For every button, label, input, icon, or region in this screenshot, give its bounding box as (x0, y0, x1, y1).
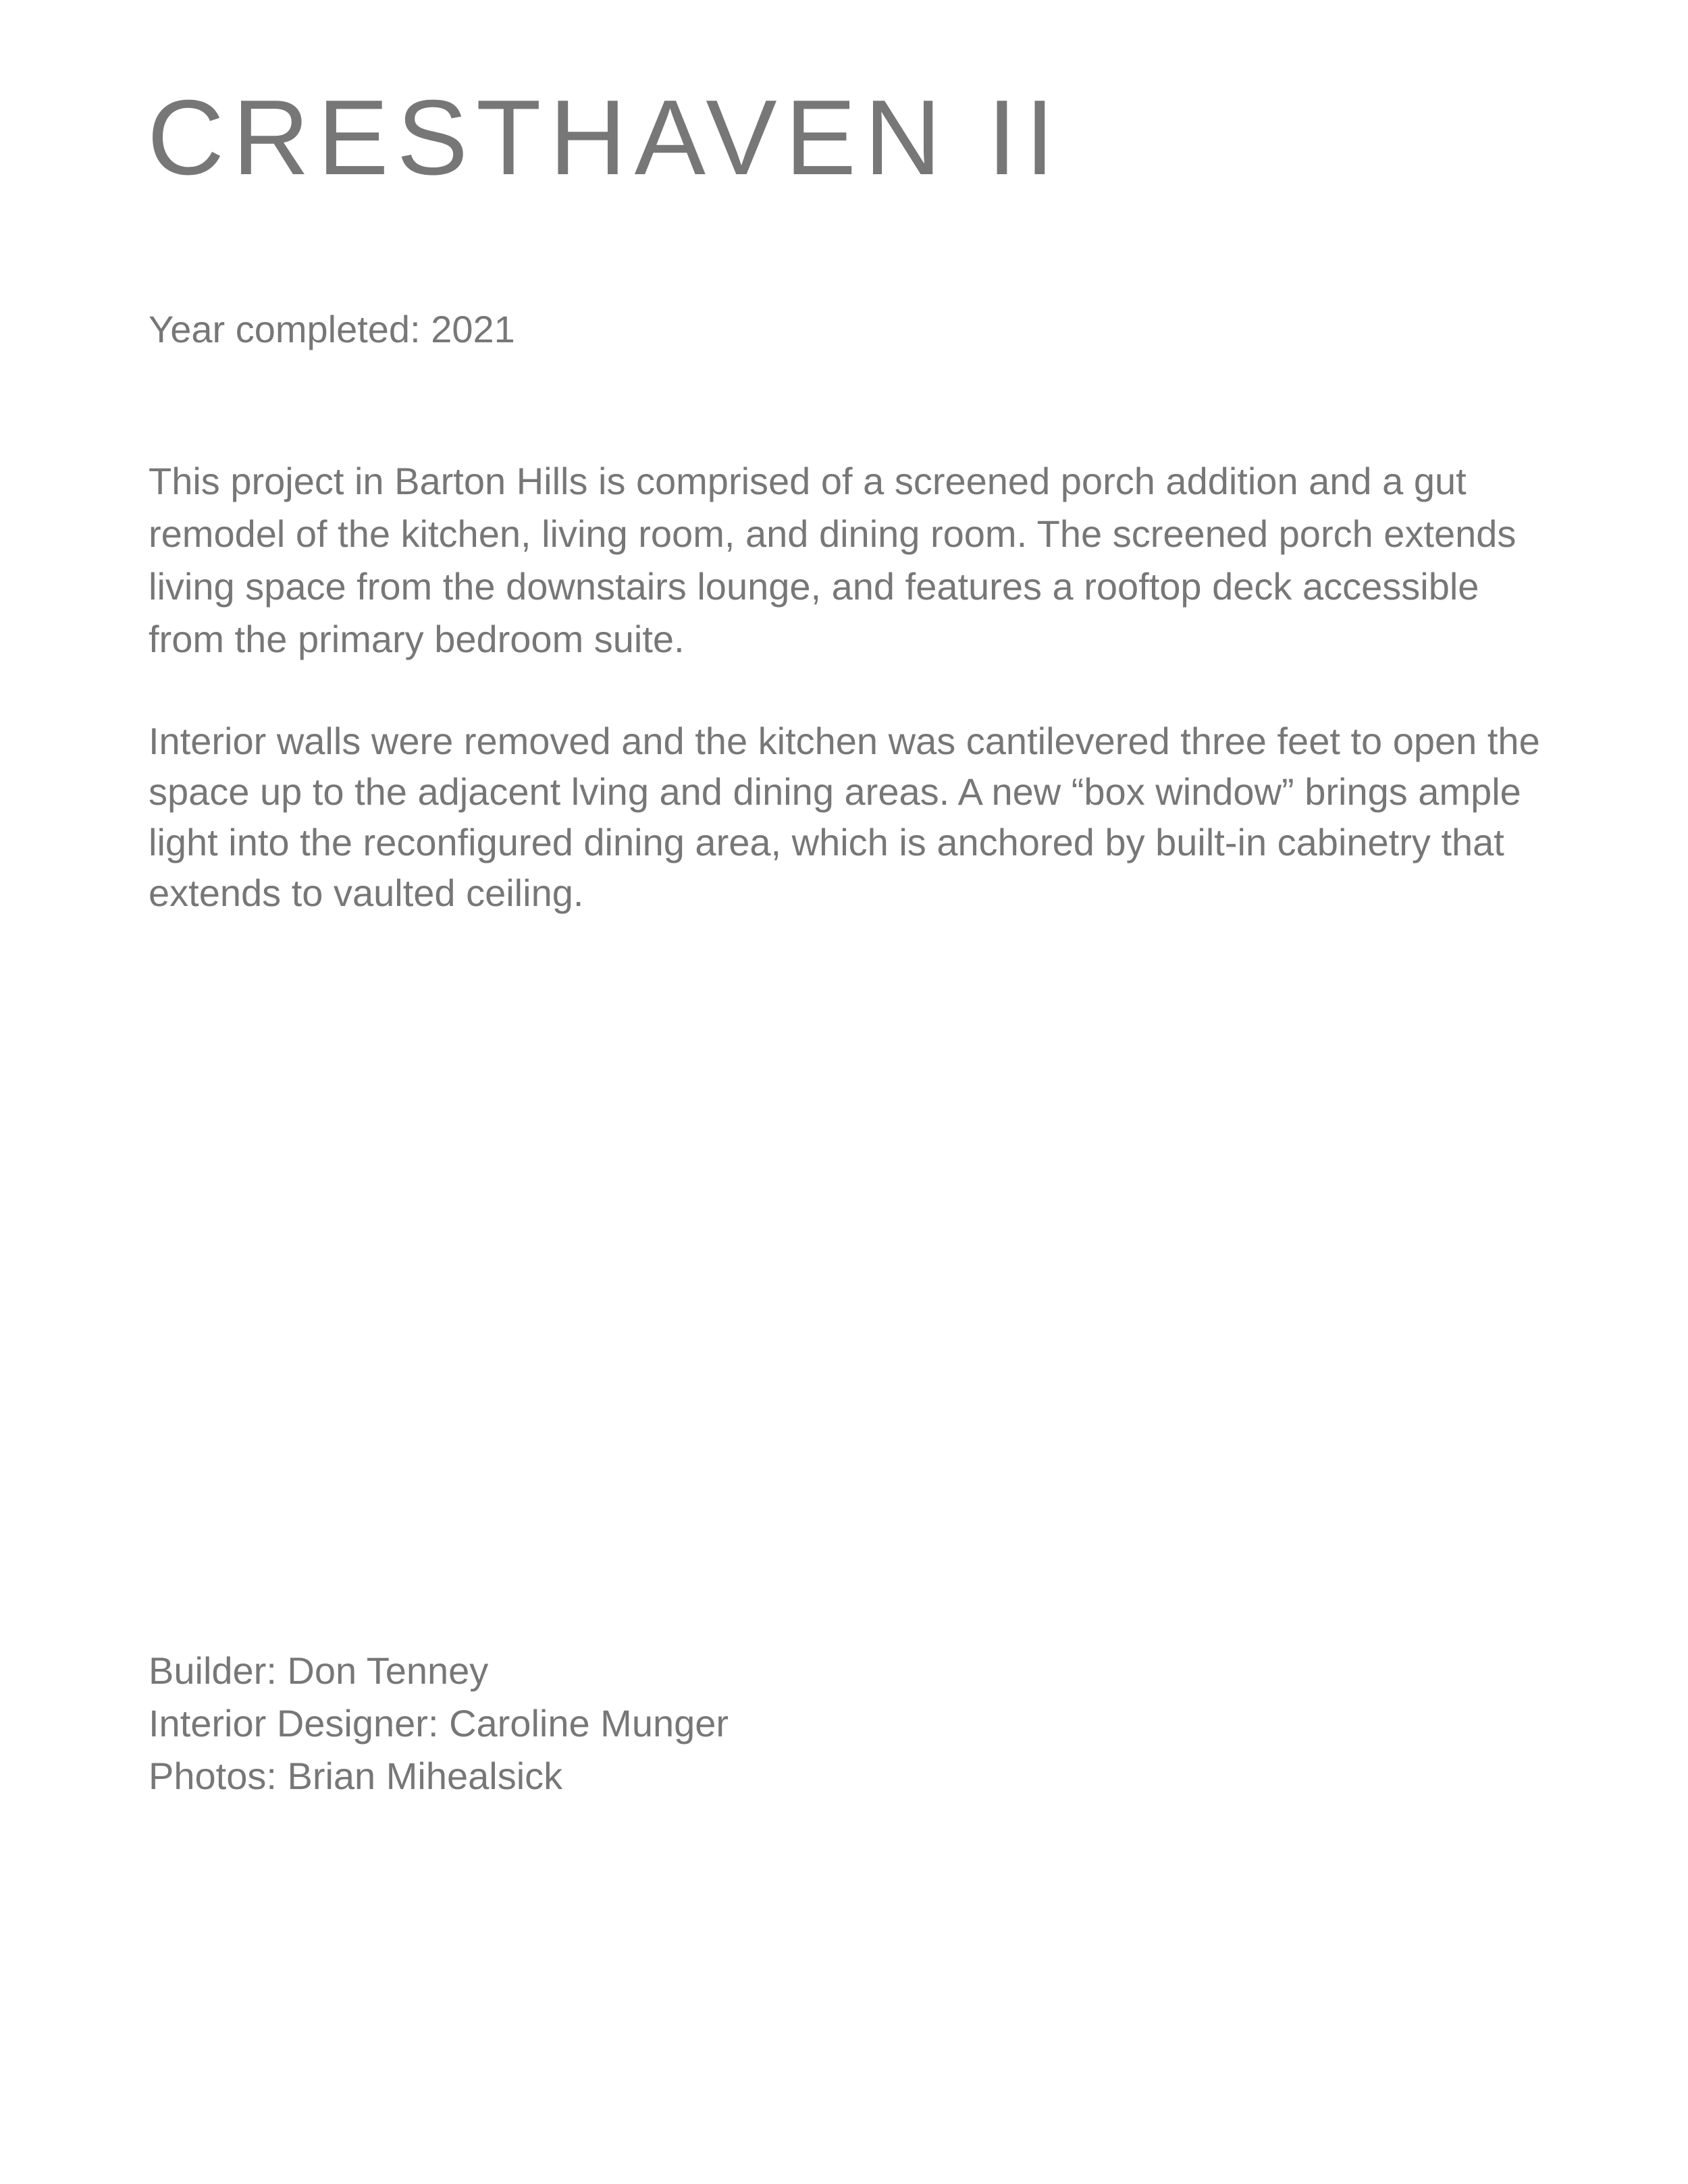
credits-list (149, 1645, 729, 1803)
year-completed: Year completed: 2021 (149, 308, 515, 350)
credit-builder: Builder: Don Tenney (149, 1649, 489, 1692)
description-paragraph-1: This project in Barton Hills is comprised of a screened porch addition and a gut remodel of the kitchen, living room, and dining room. The screened porch extends living space from the downstairs lounge, and features a rooftop deck accessible from the primary bedroom suite. (149, 460, 1516, 660)
credit-photos: Photos: Brian Mihealsick (149, 1755, 563, 1797)
project-title: CRESTHAVEN II (147, 78, 1063, 197)
credit-interior-designer: Interior Designer: Caroline Munger (149, 1702, 729, 1744)
description-paragraph-2: Interior walls were removed and the kitchen was cantilevered three feet to open the space up to the adjacent lving and dining areas. A new “box window” brings ample light into the reconfigured dining area, which is anchored by built-in cabinetry that extends to vaulted ceiling. (149, 720, 1540, 914)
